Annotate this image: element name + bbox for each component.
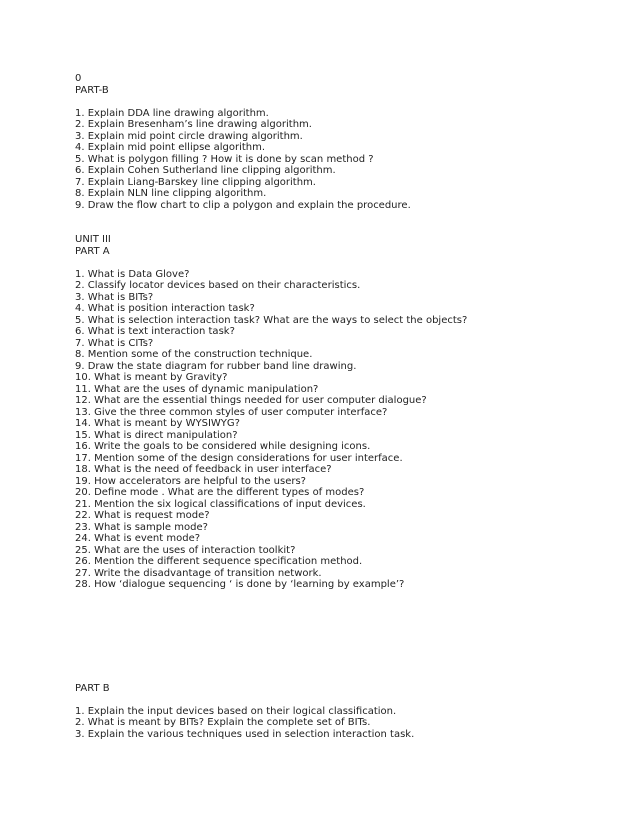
list-item: 9. Draw the flow chart to clip a polygon and explain the procedure. [75, 199, 411, 211]
list-item: 13. Give the three common styles of user computer interface? [75, 406, 388, 418]
list-item: 17. Mention some of the design considerations for user interface. [75, 452, 403, 464]
list-item: 20. Define mode . What are the different types of modes? [75, 487, 365, 498]
list-item: 12. What are the essential things needed for user computer dialogue? [75, 395, 427, 406]
list-item: 5. What is selection interaction task? What are the ways to select the objects? [75, 314, 468, 326]
list-item: 18. What is the need of feedback in user interface? [75, 464, 332, 475]
part-b-heading: PART-B [75, 84, 109, 96]
list-item: 2. What is meant by BITs? Explain the complete set of BITs. [75, 717, 371, 728]
list-item: 19. How accelerators are helpful to the users? [75, 475, 306, 487]
list-item: 26. Mention the different sequence specification method. [75, 556, 363, 567]
list-item: 8. Explain NLN line clipping algorithm. [75, 188, 267, 199]
list-item: 23. What is sample mode? [75, 521, 208, 533]
part-b-heading: PART B [75, 682, 110, 694]
list-item: 3. What is BITs? [75, 291, 154, 303]
list-item: 14. What is meant by WYSIWYG? [75, 418, 240, 429]
list-item: 21. Mention the six logical classifications of input devices. [75, 498, 366, 510]
unit-heading: UNIT III [75, 234, 111, 245]
part-a-heading: PART A [75, 245, 110, 257]
part-b-question-list [75, 108, 618, 212]
unit3-part-b-question-list [75, 706, 618, 741]
list-item: 24. What is event mode? [75, 533, 201, 544]
list-item: 27. Write the disadvantage of transition network. [75, 567, 322, 579]
list-item: 7. Explain Liang-Barskey line clipping algorithm. [75, 176, 316, 188]
list-item: 4. Explain mid point ellipse algorithm. [75, 142, 266, 153]
list-item: 9. Draw the state diagram for rubber band line drawing. [75, 360, 357, 372]
list-item: 1. Explain DDA line drawing algorithm. [75, 107, 269, 119]
list-item: 11. What are the uses of dynamic manipulation? [75, 383, 319, 395]
list-item: 2. Classify locator devices based on their characteristics. [75, 280, 361, 291]
list-item: 25. What are the uses of interaction toolkit? [75, 544, 296, 556]
list-item: 15. What is direct manipulation? [75, 429, 238, 441]
list-item: 28. How ‘dialogue sequencing ‘ is done by ‘learning by example’? [75, 579, 405, 590]
list-item: 16. Write the goals to be considered while designing icons. [75, 441, 371, 452]
list-item: 2. Explain Bresenham’s line drawing algorithm. [75, 119, 312, 130]
list-item: 7. What is CITs? [75, 337, 154, 349]
list-item: 3. Explain the various techniques used in selection interaction task. [75, 728, 415, 740]
list-item: 10. What is meant by Gravity? [75, 372, 228, 383]
list-item: 4. What is position interaction task? [75, 303, 255, 314]
list-item: 22. What is request mode? [75, 510, 210, 521]
list-item: 5. What is polygon filling ? How it is done by scan method ? [75, 153, 374, 165]
page-number: 0 [75, 73, 82, 84]
list-item: 6. Explain Cohen Sutherland line clipping algorithm. [75, 165, 336, 176]
document-page [75, 73, 618, 826]
list-item: 8. Mention some of the construction technique. [75, 349, 313, 360]
list-item: 6. What is text interaction task? [75, 326, 235, 337]
list-item: 1. What is Data Glove? [75, 268, 190, 280]
unit3-part-a-question-list [75, 269, 618, 591]
list-item: 3. Explain mid point circle drawing algorithm. [75, 130, 303, 142]
list-item: 1. Explain the input devices based on their logical classification. [75, 705, 397, 717]
